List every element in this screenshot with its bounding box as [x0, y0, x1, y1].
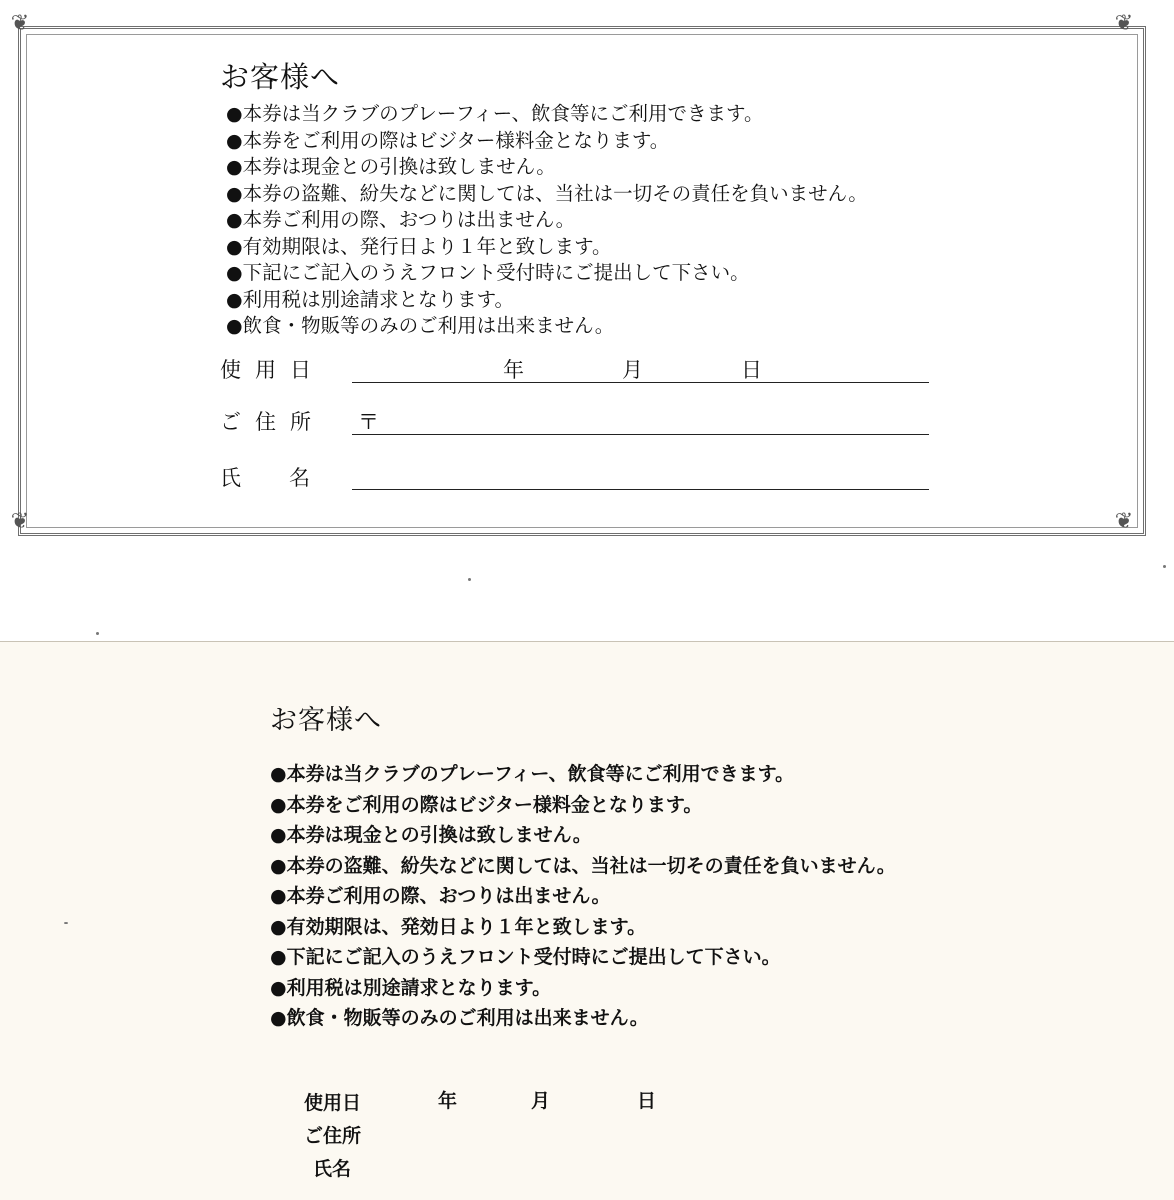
notice-text: 飲食・物販等のみのご利用は出来ません。	[286, 1007, 649, 1029]
notice-item	[226, 128, 868, 155]
notice-text: 本券の盗難、紛失などに関しては、当社は一切その責任を負いません。	[286, 854, 896, 877]
notice-text: 利用税は別途請求となります。	[286, 976, 552, 999]
date-field-line[interactable]	[352, 382, 929, 383]
bullet-icon: ●	[226, 182, 243, 205]
bullet-icon: ●	[270, 1007, 287, 1029]
notice-item	[270, 851, 896, 882]
notice-list	[270, 759, 896, 1034]
month-label: 月	[622, 358, 643, 382]
bullet-icon: ●	[270, 854, 287, 877]
date-label: 使用日	[220, 358, 325, 382]
postal-mark-icon: 〒	[358, 410, 379, 434]
ornament-corner-icon: ❦	[10, 509, 30, 534]
name-label-text: 氏名	[220, 466, 358, 490]
notice-text: 本券は現金との引換は致しません。	[286, 824, 592, 846]
notice-text: 下記にご記入のうえフロント受付時にご提出して下さい。	[242, 261, 750, 284]
notice-item	[270, 973, 896, 1004]
notice-item	[270, 759, 896, 790]
notice-text: 下記にご記入のうえフロント受付時にご提出して下さい。	[286, 946, 781, 968]
name-field-line[interactable]	[352, 489, 929, 490]
bullet-icon: ●	[270, 946, 287, 968]
notice-text: 本券ご利用の際、おつりは出ません。	[242, 208, 576, 231]
notice-text: 本券をご利用の際はビジター様料金となります。	[286, 793, 703, 816]
bullet-icon: ●	[270, 763, 287, 785]
paper-speck	[96, 632, 99, 635]
notice-text: 本券は現金との引換は致しません。	[242, 155, 556, 178]
bullet-icon: ●	[270, 915, 287, 938]
heading: お客様へ	[220, 60, 341, 94]
bullet-icon: ●	[270, 885, 287, 907]
bullet-icon: ●	[226, 288, 243, 311]
bullet-icon: ●	[226, 209, 243, 231]
address-field-line[interactable]	[352, 434, 929, 435]
notice-item	[270, 942, 896, 973]
paper-speck	[468, 578, 471, 581]
voucher-card-bottom	[0, 641, 1174, 1200]
notice-text: 本券をご利用の際はビジター様料金となります。	[242, 128, 670, 152]
bullet-icon: ●	[270, 824, 287, 846]
ornament-corner-icon: ❦	[1114, 509, 1134, 534]
ornament-corner-icon: ❦	[1114, 11, 1134, 36]
notice-text: 本券は当クラブのプレーフィー、飲食等にご利用できます。	[286, 763, 795, 785]
year-label: 年	[503, 358, 524, 382]
notice-item	[226, 207, 868, 234]
paper-speck	[64, 922, 68, 924]
notice-text: 有効期限は、発行日より１年と致します。	[242, 234, 612, 258]
notice-text: 有効期限は、発効日より１年と致します。	[286, 915, 647, 938]
bullet-icon: ●	[270, 976, 287, 999]
notice-item	[270, 881, 896, 912]
bullet-icon: ●	[226, 103, 243, 125]
name-label: 氏名	[313, 1158, 352, 1180]
notice-item	[226, 101, 868, 128]
notice-text: 本券ご利用の際、おつりは出ません。	[286, 885, 611, 907]
notice-item	[226, 287, 868, 314]
notice-item	[270, 1003, 896, 1034]
address-label: ご住所	[220, 410, 325, 434]
bullet-icon: ●	[226, 129, 243, 152]
notice-item	[226, 260, 868, 287]
bullet-icon: ●	[270, 793, 287, 816]
notice-text: 飲食・物販等のみのご利用は出来ません。	[242, 314, 615, 337]
bullet-icon: ●	[226, 156, 243, 178]
notice-item	[226, 313, 868, 340]
notice-list	[226, 101, 868, 340]
ornament-corner-icon: ❦	[10, 11, 30, 36]
bullet-icon: ●	[226, 315, 243, 337]
year-label: 年	[438, 1090, 458, 1112]
notice-item	[270, 820, 896, 851]
paper-speck	[1163, 565, 1166, 568]
notice-item	[226, 234, 868, 261]
heading: お客様へ	[270, 705, 382, 736]
notice-item	[270, 912, 896, 943]
notice-text: 本券は当クラブのプレーフィー、飲食等にご利用できます。	[242, 102, 764, 125]
name-label	[220, 462, 358, 492]
day-label: 日	[637, 1090, 657, 1112]
notice-item	[270, 790, 896, 821]
day-label: 日	[741, 358, 762, 382]
notice-text: 利用税は別途請求となります。	[242, 287, 515, 311]
notice-item	[226, 181, 868, 208]
bullet-icon: ●	[226, 262, 243, 284]
notice-item	[226, 154, 868, 181]
date-label: 使用日	[304, 1092, 362, 1114]
address-label: ご住所	[304, 1125, 362, 1147]
month-label: 月	[531, 1090, 551, 1112]
notice-text: 本券の盗難、紛失などに関しては、当社は一切その責任を負いません。	[242, 181, 868, 205]
bullet-icon: ●	[226, 235, 243, 258]
